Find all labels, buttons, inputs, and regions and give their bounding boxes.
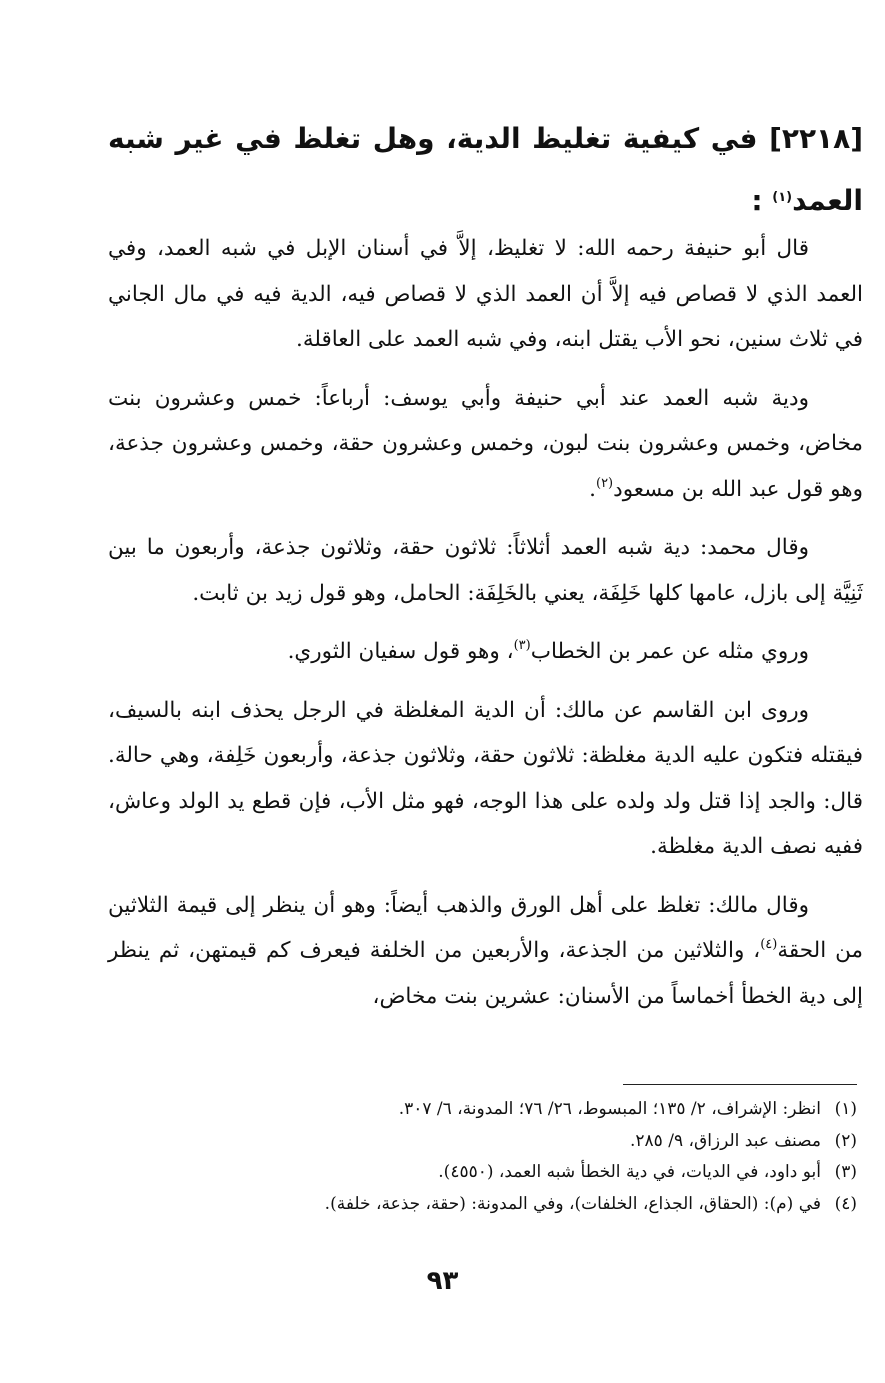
footnote-number: (٣) <box>834 1162 857 1182</box>
footnote-item <box>108 1189 857 1221</box>
footnote-text: مصنف عبد الرزاق، ٩/ ٢٨٥. <box>630 1130 821 1151</box>
page-number: ٩٣ <box>426 1266 459 1296</box>
footnote-item <box>108 1126 857 1158</box>
footnote-text: في (م): (الحقاق، الجذاع، الخلفات)، وفي المدونة: (حقة، جذعة، خلفة). <box>324 1193 821 1214</box>
footnote-text: أبو داود، في الديات، في دية الخطأ شبه العمد، (٤٥٥٠). <box>438 1162 821 1182</box>
section-number: [٢٢١٨] <box>769 122 864 155</box>
footnote-divider <box>623 1084 857 1085</box>
main-text <box>108 226 863 1032</box>
paragraph: قال أبو حنيفة رحمه الله: لا تغليظ، إلاَّ في أسنان الإبل في شبه العمد، وفي العمد الذي لا قصاص فيه إلاَّ أن العمد الذي لا قصاص فيه، الدية فيه في مال الجاني في ثلاث سنين، نحو الأب يقتل ابنه، وفي شبه العمد على العاقلة. <box>108 236 863 352</box>
paragraph: ودية شبه العمد عند أبي حنيفة وأبي يوسف: أرباعاً: خمس وعشرون بنت مخاض، وخمس وعشرون بنت لبون، وخمس وعشرون حقة، وخمس وعشرون جذعة، وهو قول عبد الله بن مسعود$^{(٢)}$. <box>108 385 863 502</box>
paragraph: وروي مثله عن عمر بن الخطاب$^{(٣)}$، وهو قول سفيان الثوري. <box>287 638 809 664</box>
footnote-ref[interactable]: (٤) <box>760 937 778 952</box>
footnote-item <box>108 1094 857 1126</box>
footnote-ref[interactable]: (٢) <box>595 475 614 491</box>
paragraph: وقال مالك: تغلظ على أهل الورق والذهب أيضاً: وهو أن ينظر إلى قيمة الثلاثين من الحقة$^{(٤)}$، والثلاثين من الجذعة، والأربعين من الخلفة فيعرف كم قيمتهن، ثم ينظر إلى دية الخطأ أخماساً من الأسنان: عشرين بنت مخاض، <box>108 892 863 1009</box>
footnote-ref[interactable]: (٣) <box>513 638 531 653</box>
footnote-item <box>108 1157 857 1189</box>
section-title: في كيفية تغليظ الدية، وهل تغلظ في غير شبه العمد <box>108 122 863 217</box>
footnote-number: (١) <box>834 1099 857 1119</box>
footnote-text: انظر: الإشراف، ٢/ ١٣٥؛ المبسوط، ٢٦/ ٧٦؛ المدونة، ٦/ ٣٠٧. <box>398 1099 821 1119</box>
paragraph: وقال محمد: دية شبه العمد أثلاثاً: ثلاثون حقة، وثلاثون جذعة، وأربعون ما بين ثَنِيَّة إلى بازل، عامها كلها خَلِفَة، يعني بالخَلِفَة: الحامل، وهو قول زيد بن ثابت. <box>108 535 863 606</box>
paragraph: وروى ابن القاسم عن مالك: أن الدية المغلظة في الرجل يحذف ابنه بالسيف، فيقتله فتكون عليه الدية مغلظة: ثلاثون حقة، وثلاثون جذعة، وأربعون خَلِفة، وهي حالة. قال: والجد إذا قتل ولد ولده على هذا الوجه، فهو مثل الأب، فإن قطع يد الولد وعاش، ففيه نصف الدية مغلظة. <box>108 697 863 859</box>
footnote-number: (٤) <box>834 1193 857 1214</box>
section-heading: [٢٢١٨] في كيفية تغليظ الدية، وهل تغلظ في غير شبه العمد$^{(١)}$ : <box>108 122 864 217</box>
footnote-number: (٢) <box>834 1130 857 1151</box>
footnotes <box>108 1094 857 1220</box>
footnote-ref[interactable]: (١) <box>772 190 793 205</box>
